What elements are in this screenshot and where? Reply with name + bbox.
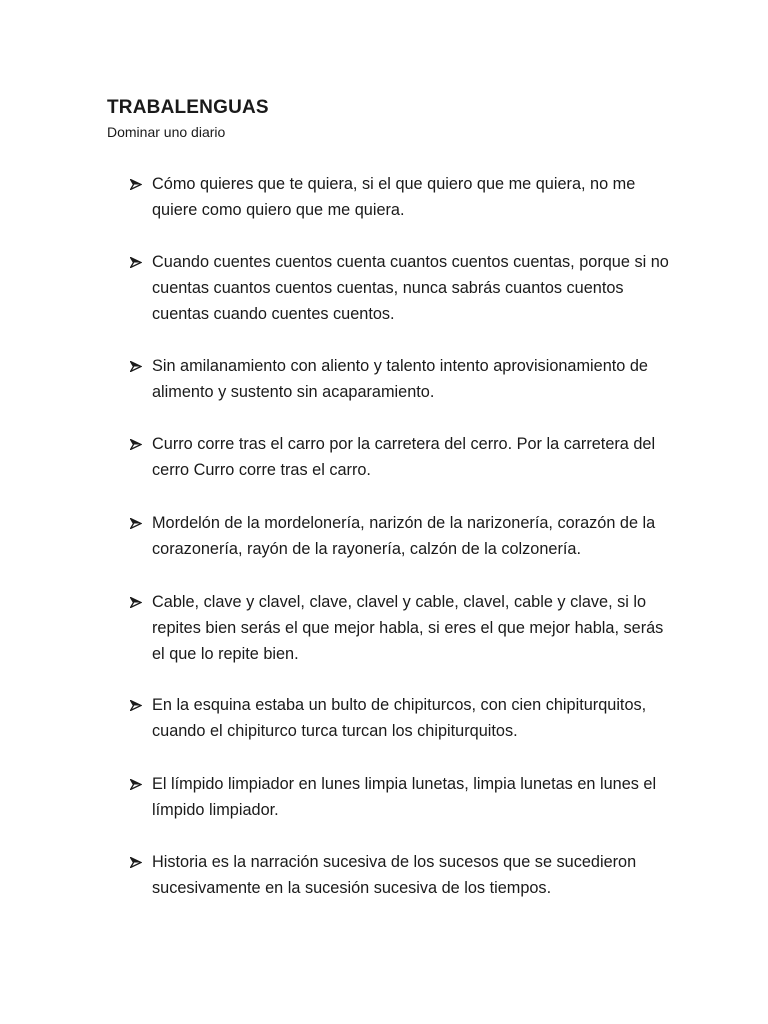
list-item — [130, 589, 670, 667]
arrowhead-bullet-icon — [130, 171, 144, 197]
arrowhead-bullet-icon — [130, 510, 144, 536]
list-item — [130, 353, 670, 405]
list-item-text: Cómo quieres que te quiera, si el que quiero que me quiera, no me quiere como quiero que me quiera. — [152, 175, 636, 219]
list-item — [130, 849, 670, 901]
list-item — [130, 510, 670, 562]
arrowhead-bullet-icon — [130, 589, 144, 615]
arrowhead-bullet-icon — [130, 771, 144, 797]
list-item-text: El límpido limpiador en lunes limpia lunetas, limpia lunetas en lunes el límpido limpiador. — [152, 775, 657, 819]
arrowhead-bullet-icon — [130, 431, 144, 457]
list-item-text: Historia es la narración sucesiva de los sucesos que se sucedieron sucesivamente en la sucesión sucesiva de los tiempos. — [152, 853, 637, 897]
list-item-text: Sin amilanamiento con aliento y talento intento aprovisionamiento de alimento y sustento sin acaparamiento. — [152, 357, 648, 401]
arrowhead-bullet-icon — [130, 849, 144, 875]
list-item-text: Curro corre tras el carro por la carretera del cerro. Por la carretera del cerro Curro corre tras el carro. — [152, 435, 656, 479]
arrowhead-bullet-icon — [130, 249, 144, 275]
page-title: TRABALENGUAS — [107, 97, 269, 118]
page-subtitle: Dominar uno diario — [107, 124, 226, 140]
list-item — [130, 249, 670, 327]
list-item — [130, 771, 670, 823]
arrowhead-bullet-icon — [130, 353, 144, 379]
list-item-text: En la esquina estaba un bulto de chipiturcos, con cien chipiturquitos, cuando el chipiturco turca turcan los chipiturquitos. — [152, 696, 647, 740]
list-item — [130, 431, 670, 483]
list-item-text: Mordelón de la mordelonería, narizón de la narizonería, corazón de la corazonería, rayón de la rayonería, calzón de la colzonería. — [152, 514, 656, 558]
list-item-text: Cuando cuentes cuentos cuenta cuantos cuentos cuentas, porque si no cuentas cuantos cuentos cuentas, nunca sabrás cuantos cuentos cuentas cuando cuentes cuentos. — [152, 253, 669, 323]
list-item — [130, 692, 670, 744]
arrowhead-bullet-icon — [130, 692, 144, 718]
list-item-text: Cable, clave y clavel, clave, clavel y cable, clavel, cable y clave, si lo repites bien serás el que mejor habla, si eres el que mejor habla, serás el que lo repite bien. — [152, 593, 664, 663]
list-item — [130, 171, 670, 223]
